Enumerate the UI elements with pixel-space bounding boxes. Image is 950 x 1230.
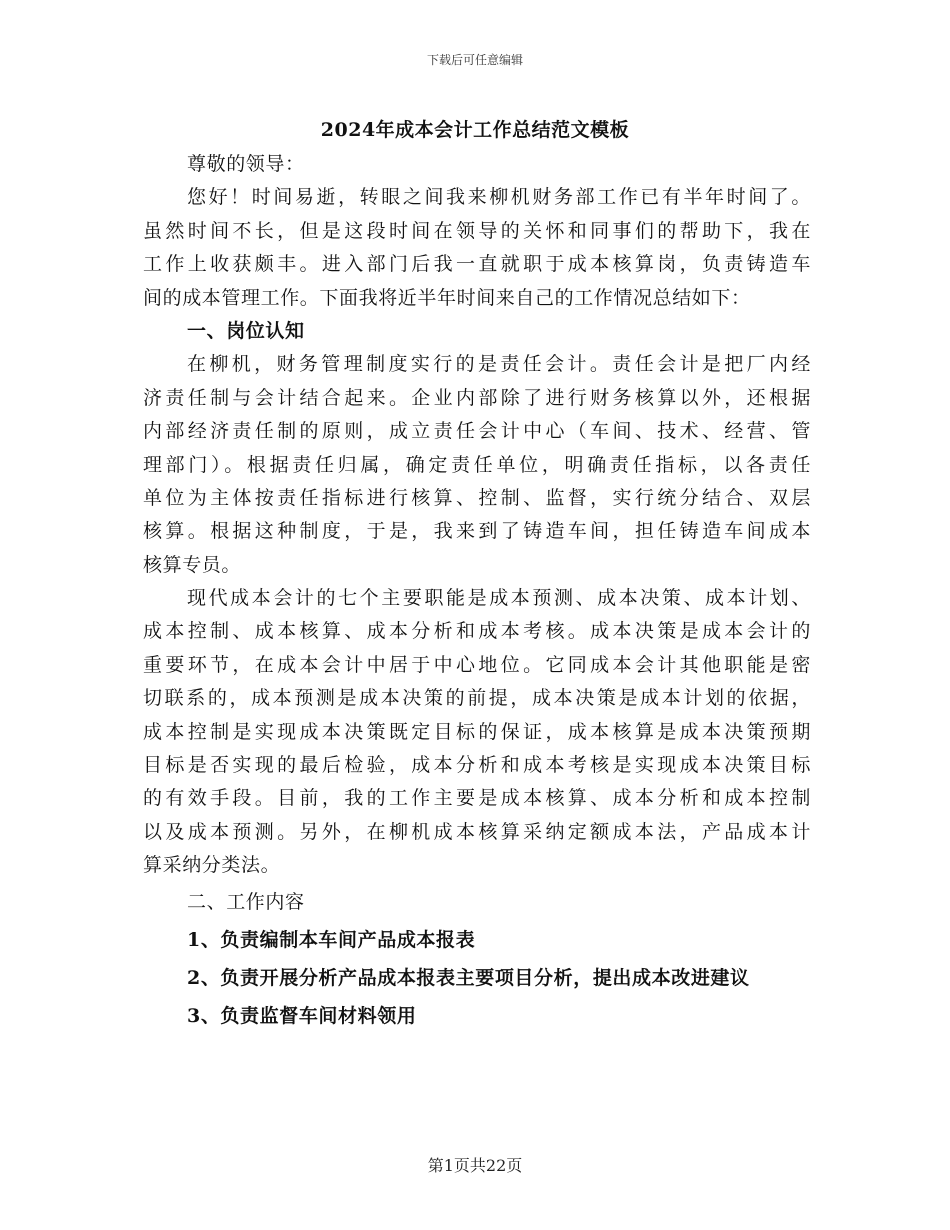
paragraph-line: 内部经济责任制的原则，成立责任会计中心（车间、技术、经营、管 bbox=[143, 420, 811, 443]
paragraph-line: 在柳机，财务管理制度实行的是责任会计。责任会计是把厂内经 bbox=[187, 353, 811, 376]
paragraph-line: 以及成本预测。另外，在柳机成本核算采纳定额成本法，产品成本计 bbox=[143, 820, 811, 843]
paragraph-line: 核算专员。 bbox=[143, 553, 242, 576]
section-heading: 二、工作内容 bbox=[187, 890, 305, 913]
paragraph-line: 算采纳分类法。 bbox=[143, 854, 281, 877]
paragraph-line: 单位为主体按责任指标进行核算、控制、监督，实行统分结合、双层 bbox=[143, 486, 811, 509]
salutation: 尊敬的领导： bbox=[187, 153, 305, 175]
paragraph-line: 目标是否实现的最后检验，成本分析和成本考核是实现成本决策目标 bbox=[143, 754, 811, 777]
paragraph-line: 的有效手段。目前，我的工作主要是成本核算、成本分析和成本控制 bbox=[143, 787, 811, 810]
paragraph-line: 工作上收获颇丰。进入部门后我一直就职于成本核算岗，负责铸造车 bbox=[143, 253, 811, 276]
document-title: 2024年成本会计工作总结范文模板 bbox=[320, 119, 630, 141]
paragraph-line: 重要环节，在成本会计中居于中心地位。它同成本会计其他职能是密 bbox=[143, 653, 811, 676]
section-heading: 一、岗位认知 bbox=[187, 319, 305, 342]
page-header-note: 下载后可任意编辑 bbox=[426, 53, 523, 67]
list-item: 3、负责监督车间材料领用 bbox=[187, 1004, 417, 1027]
paragraph-line: 济责任制与会计结合起来。企业内部除了进行财务核算以外，还根据 bbox=[143, 386, 811, 409]
paragraph-line: 切联系的，成本预测是成本决策的前提，成本决策是成本计划的依据， bbox=[143, 687, 811, 710]
list-item: 2、负责开展分析产品成本报表主要项目分析，提出成本改进建议 bbox=[187, 966, 750, 989]
paragraph-line: 现代成本会计的七个主要职能是成本预测、成本决策、成本计划、 bbox=[187, 587, 811, 610]
paragraph-line: 您好！时间易逝，转眼之间我来柳机财务部工作已有半年时间了。 bbox=[187, 186, 811, 209]
list-item: 1、负责编制本车间产品成本报表 bbox=[187, 928, 476, 951]
paragraph-line: 核算。根据这种制度，于是，我来到了铸造车间，担任铸造车间成本 bbox=[143, 520, 811, 543]
paragraph-line: 成本控制、成本核算、成本分析和成本考核。成本决策是成本会计的 bbox=[143, 620, 811, 643]
paragraph-line: 间的成本管理工作。下面我将近半年时间来自己的工作情况总结如下： bbox=[143, 286, 751, 309]
paragraph-line: 虽然时间不长，但是这段时间在领导的关怀和同事们的帮助下，我在 bbox=[143, 219, 811, 242]
paragraph-line: 理部门）。根据责任归属，确定责任单位，明确责任指标，以各责任 bbox=[143, 453, 811, 476]
document-body bbox=[143, 148, 811, 1035]
page-number: 第1页共22页 bbox=[427, 1156, 523, 1175]
paragraph-line: 成本控制是实现成本决策既定目标的保证，成本核算是成本决策预期 bbox=[143, 720, 811, 743]
